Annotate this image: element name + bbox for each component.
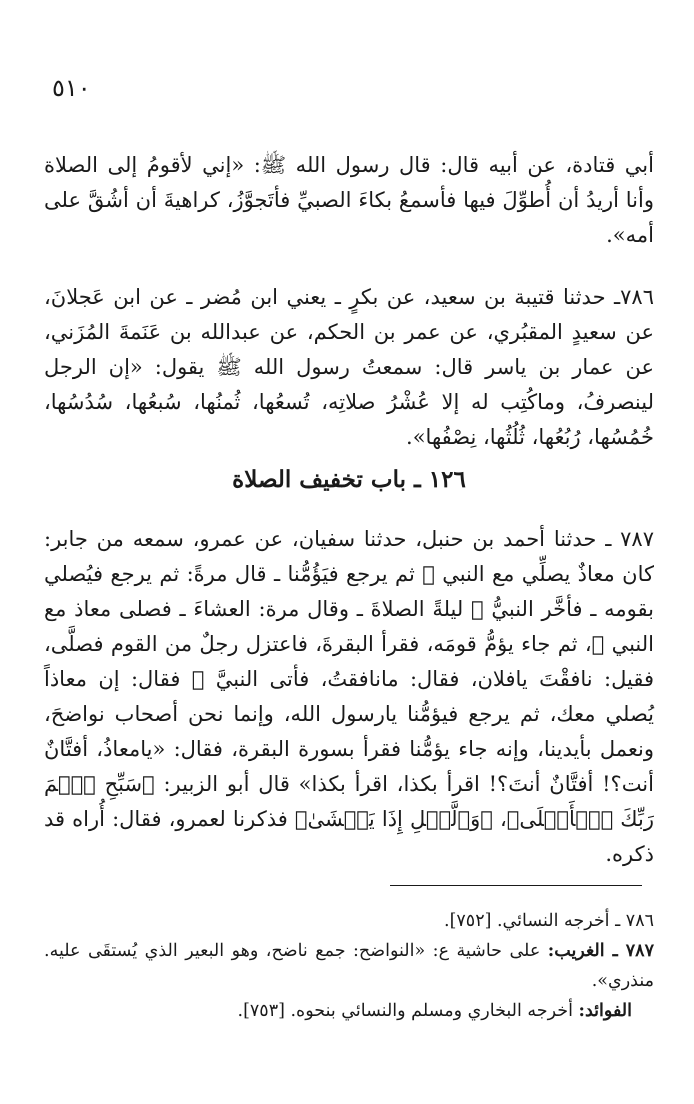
footnote-787-fawaid — [44, 996, 654, 1026]
footnote-786 — [44, 906, 654, 936]
footnote-text: أخرجه البخاري ومسلم والنسائي بنحوه. [٧٥٣]. — [237, 1001, 579, 1021]
hadith-continuation-paragraph: أبي قتادة، عن أبيه قال: قال رسول الله ﷺ: «إني لأقومُ إلى الصلاة وأنا أريدُ أن أُطوِّلَ فيها فأسمعُ بكاءَ الصبيِّ فأتَجوَّزُ، كراهيةَ أن أشُقَّ على أمه». — [44, 153, 654, 247]
hadith-786-paragraph: ٧٨٦ـ حدثنا قتيبة بن سعيد، عن بكرٍ ـ يعني ابن مُضر ـ عن ابن عَجلانَ، عن سعيدٍ المقبُري، عن عمر بن الحكم، عن عبدالله بن عَنَمةَ المُزَني، عن عمار بن ياسر قال: سمعتُ رسول الله ﷺ يقول: «إن الرجل لينصرفُ، وماكُتِب له إلا عُشْرُ صلاتِه، تُسعُها، ثُمنُها، سُبعُها، سُدُسُها، خُمُسُها، رُبُعُها، ثُلُثُها، نِصْفُها». — [44, 285, 654, 449]
footnote-label: الفوائد: — [578, 1001, 632, 1021]
hadith-787-paragraph: ٧٨٧ ـ حدثنا أحمد بن حنبل، حدثنا سفيان، عن عمرو، سمعه من جابر: كان معاذٌ يصلِّي مع النبي ﷺ ثم يرجع فيَؤُمُّنا ـ قال مرةً: ثم يرجع فيُصلي بقومه ـ فأخَّر النبيُّ ﷺ ليلةً الصلاةَ ـ وقال مرة: العشاءَ ـ فصلى معاذ مع النبي ﷺ، ثم جاء يؤمُّ قومَه، فقرأ البقرةَ، فاعتزل رجلٌ من القوم فصلَّى، فقيل: نافقْتَ يافلان، فقال: مانافقتُ، فأتى النبيَّ ﷺ فقال: إن معاذاً يُصلي معك، ثم يرجع فيؤمُّنا يارسول الله، وإنما نحن أصحاب نواضحَ، ونعمل بأيدينا، وإنه جاء يؤمُّنا فقرأ بسورة البقرة، فقال: «يامعاذُ، أفتَّانٌ أنت؟! أفتَّانٌ أنتَ؟! اقرأ بكذا، اقرأ بكذا» قال أبو الزبير: ﴿سَبِّحِ ٱسۡمَ رَبِّكَ ٱلۡأَعۡلَى﴾، ﴿وَٱلَّيۡلِ إِذَا يَغۡشَىٰ﴾ فذكرنا لعمرو، فقال: أُراه قد ذكره. — [44, 527, 654, 866]
footnote-text: على حاشية ع: «النواضح: جمع ناضح، وهو البعير الذي يُستقَى عليه. منذري». — [44, 941, 654, 991]
footnote-787-gharib — [44, 936, 654, 996]
footnotes — [44, 906, 654, 1026]
chapter-heading: ١٢٦ ـ باب تخفيف الصلاة — [232, 466, 466, 493]
page-number: ٥١٠ — [52, 74, 91, 102]
footnote-text: ٧٨٦ ـ أخرجه النسائي. [٧٥٢]. — [444, 911, 654, 931]
footnote-label: ٧٨٧ ـ الغريب: — [547, 941, 654, 961]
footnote-divider — [390, 885, 642, 886]
